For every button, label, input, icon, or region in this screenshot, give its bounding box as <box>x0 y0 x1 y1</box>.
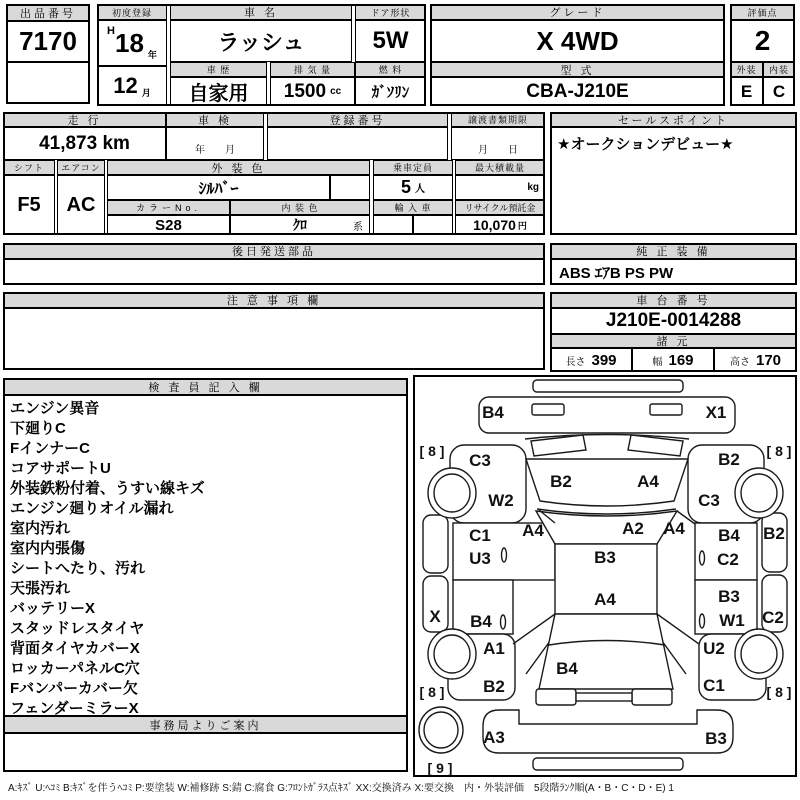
interior-color-header: 内 装 色 <box>230 200 370 215</box>
damage-label: B4 <box>556 659 578 678</box>
damage-label: B3 <box>594 548 616 567</box>
rear-right-door-handle <box>700 614 705 628</box>
oem-equipment-header: 純 正 装 備 <box>550 243 797 259</box>
recycle-deposit-value <box>455 215 545 235</box>
first-registration-header: 初度登録 <box>97 4 167 20</box>
office-info-header: 事務局よりご案内 <box>3 716 408 733</box>
front-left-wheel <box>428 468 476 518</box>
color-no-header: カラーNo. <box>107 200 230 215</box>
damage-label: U3 <box>469 549 491 568</box>
damage-label: B4 <box>718 526 740 545</box>
sales-point-header: セールスポイント <box>550 112 797 127</box>
damage-label: A1 <box>483 639 505 658</box>
sales-point-value: ★オークションデビュー★ <box>550 127 797 235</box>
damage-label: X1 <box>705 403 727 422</box>
spec-width-value: 169 <box>668 351 694 369</box>
inspector-notes-list <box>3 395 408 716</box>
damage-label: U2 <box>703 639 725 658</box>
model-code-value: CBA-J210E <box>430 77 725 106</box>
car-name-value: ラッシュ <box>170 20 352 62</box>
damage-label: B2 <box>550 472 572 491</box>
inspector-notes-header: 検 査 員 記 入 欄 <box>3 378 408 395</box>
damage-label: C1 <box>469 526 491 545</box>
spec-height-cell <box>714 348 797 372</box>
capacity-unit: 人 <box>415 184 425 195</box>
later-parts-value <box>3 259 545 285</box>
right-foglight-shape <box>650 404 682 415</box>
left-foglight-shape <box>532 404 564 415</box>
capacity-header: 乗車定員 <box>373 160 453 175</box>
import-car-header: 輸 入 車 <box>373 200 453 215</box>
exterior-color-header: 外 装 色 <box>107 160 370 175</box>
recycle-deposit-header: リサイクル預託金 <box>455 200 545 215</box>
color-no-value: S28 <box>107 215 230 235</box>
damage-label: C2 <box>717 550 739 569</box>
chassis-number-header: 車 台 番 号 <box>550 292 797 308</box>
max-load-unit: kg <box>527 182 539 193</box>
interior-color-suffix: 系 <box>353 221 363 233</box>
displacement-unit: cc <box>330 86 342 97</box>
lot-number-value: 7170 <box>6 21 90 62</box>
grade-header: グレード <box>430 4 725 20</box>
car-damage-diagram <box>413 375 797 777</box>
car-name-header: 車 名 <box>170 4 352 20</box>
spec-length-label: 長さ <box>565 356 586 368</box>
front-left-door-handle <box>502 548 507 562</box>
capacity-value <box>373 175 453 200</box>
damage-label: B2 <box>718 450 740 469</box>
damage-label: A2 <box>622 519 644 538</box>
damage-label: C1 <box>703 676 725 695</box>
transfer-docs-value: 月 日 <box>451 127 545 160</box>
recycle-amount: 10,070 <box>473 217 516 233</box>
rear-bumper-shape <box>483 710 733 753</box>
car-history-header: 車 歴 <box>170 62 267 77</box>
door-shape-header: ドア形状 <box>355 4 426 20</box>
spec-length-cell <box>550 348 632 372</box>
mileage-header: 走 行 <box>3 112 166 127</box>
office-info-value <box>3 733 408 772</box>
registration-number-value <box>267 127 448 160</box>
damage-label: C3 <box>469 451 491 470</box>
era-mark: H <box>107 25 115 37</box>
interior-grade-header: 内装 <box>763 62 795 77</box>
car-history-value: 自家用 <box>170 77 267 106</box>
damage-label: W1 <box>719 611 745 630</box>
damage-label: A4 <box>522 521 544 540</box>
grade-value: X 4WD <box>430 20 725 62</box>
inspector-note-line: 室内内張傷 <box>10 540 86 557</box>
exterior-grade-header: 外装 <box>730 62 763 77</box>
mileage-value: 41,873 km <box>3 127 166 160</box>
shaken-header: 車 検 <box>166 112 264 127</box>
shaken-value: 年 月 <box>166 127 264 160</box>
inspector-note-line: スタッドレスタイヤ <box>10 620 145 637</box>
right-taillight-shape <box>632 689 672 705</box>
inspector-note-line: 背面タイヤカバーX <box>10 640 140 657</box>
fuel-value: ｶﾞｿﾘﾝ <box>355 77 426 106</box>
displacement-number: 1500 <box>283 80 327 102</box>
fuel-header: 燃 料 <box>355 62 426 77</box>
damage-label: B2 <box>763 524 785 543</box>
transfer-docs-header: 譲渡書類期限 <box>451 112 545 127</box>
damage-label: B3 <box>705 729 727 748</box>
door-shape-value: 5W <box>355 20 426 62</box>
reg-month: 12 <box>113 73 138 98</box>
score-header: 評価点 <box>730 4 795 20</box>
spec-height-value: 170 <box>755 351 782 369</box>
max-load-header: 最大積載量 <box>455 160 545 175</box>
specs-header: 諸 元 <box>550 334 797 348</box>
lot-empty-cell <box>6 62 90 104</box>
aircon-header: エアコン <box>57 160 105 175</box>
inspector-note-line: ロッカーパネルC穴 <box>10 660 140 677</box>
displacement-header: 排 気 量 <box>270 62 355 77</box>
left-taillight-shape <box>536 689 576 705</box>
score-value: 2 <box>730 20 795 62</box>
exterior-color-extra-cell <box>330 175 370 200</box>
tire-depth-label: [ 8 ] <box>766 443 792 459</box>
lot-number-header: 出品番号 <box>6 4 90 21</box>
damage-label: C3 <box>698 491 720 510</box>
damage-label: C2 <box>762 608 784 627</box>
damage-label: A3 <box>483 728 505 747</box>
damage-label: A4 <box>594 590 616 609</box>
damage-label: A4 <box>663 519 685 538</box>
exterior-color-value: ｼﾙﾊﾞｰ <box>107 175 330 200</box>
chassis-number-value: J210E-0014288 <box>550 308 797 334</box>
rear-plate-shape <box>533 758 683 770</box>
shift-value: F5 <box>3 175 55 235</box>
rear-left-door-handle <box>501 615 506 629</box>
registration-number-header: 登録番号 <box>267 112 448 127</box>
recycle-unit: 円 <box>517 220 527 231</box>
taillight-connector-shape <box>576 693 632 701</box>
inspector-note-line: 天張汚れ <box>10 580 71 597</box>
inspector-note-line: エンジン異音 <box>10 400 100 417</box>
left-sill-front-shape <box>423 515 448 573</box>
rear-left-wheel <box>428 629 476 679</box>
damage-label: A4 <box>637 472 659 491</box>
displacement-value <box>270 77 355 106</box>
legend-text: A:ｷｽﾞ U:ﾍｺﾐ B:ｷｽﾞを伴うﾍｺﾐ P:要塗装 W:補修跡 S:錆 C:腐食 G:ﾌﾛﾝﾄｶﾞﾗｽ点ｷｽﾞ XX:交換済み X:要交換 内・外装評価 5段階ﾗﾝｸ順(A・B・C・D・E) 1 <box>8 783 674 794</box>
exterior-grade-value: E <box>730 77 763 106</box>
damage-label: W2 <box>488 491 514 510</box>
capacity-number: 5 <box>400 177 411 197</box>
front-right-door-handle <box>700 551 705 565</box>
front-bumper-shape <box>479 397 735 433</box>
aircon-value: AC <box>57 175 105 235</box>
model-code-header: 型 式 <box>430 62 725 77</box>
tire-depth-label: [ 8 ] <box>766 684 792 700</box>
inspector-note-line: 下廻りC <box>10 420 66 437</box>
reg-month-unit: 月 <box>141 88 151 98</box>
later-parts-header: 後日発送部品 <box>3 243 545 259</box>
damage-label: B4 <box>482 403 504 422</box>
front-plate-shape <box>533 380 683 392</box>
spec-width-label: 幅 <box>652 356 663 368</box>
max-load-value <box>455 175 545 200</box>
tire-depth-label: [ 8 ] <box>419 443 445 459</box>
first-registration-month <box>97 66 167 106</box>
damage-label: B2 <box>483 677 505 696</box>
shift-header: シフト <box>3 160 55 175</box>
inspector-note-line: 室内汚れ <box>10 520 71 537</box>
interior-grade-value: C <box>763 77 795 106</box>
inspector-note-line: エンジン廻りオイル漏れ <box>10 500 174 517</box>
import-car-cell-b <box>413 215 453 235</box>
inspector-note-line: シートへたり、汚れ <box>10 560 146 577</box>
spec-length-value: 399 <box>591 351 617 369</box>
spare-tire-depth-label: [ 9 ] <box>427 760 453 775</box>
oem-equipment-value: ABS ｴｱB PS PW <box>550 259 797 285</box>
inspector-note-line: バッテリーX <box>10 600 96 617</box>
spare-wheel <box>419 707 463 753</box>
reg-year: 18 <box>115 27 144 58</box>
windshield-shape <box>536 511 677 544</box>
spec-height-label: 高さ <box>729 356 750 368</box>
caution-notes-header: 注 意 事 項 欄 <box>3 292 545 308</box>
front-right-wheel <box>735 468 783 518</box>
inspector-note-line: コアサポートU <box>10 460 111 477</box>
spec-width-cell <box>632 348 714 372</box>
interior-color-name: ｸﾛ <box>293 217 307 233</box>
caution-notes-value <box>3 308 545 370</box>
inspector-note-line: フェンダーミラーX <box>10 700 139 716</box>
import-car-cell-a <box>373 215 413 235</box>
damage-label: X <box>429 607 441 626</box>
interior-color-value <box>230 215 370 235</box>
car-diagram-svg <box>415 377 795 775</box>
tire-depth-label: [ 8 ] <box>419 684 445 700</box>
damage-label: B3 <box>718 587 740 606</box>
inspector-note-line: FインナーC <box>10 440 90 457</box>
rear-right-wheel <box>735 629 783 679</box>
first-registration-year <box>97 20 167 66</box>
damage-label: B4 <box>470 612 492 631</box>
inspector-note-line: Fバンパーカバー欠 <box>10 680 138 697</box>
inspector-note-line: 外装鉄粉付着、うすい線キズ <box>10 480 205 497</box>
reg-year-unit: 年 <box>147 50 157 60</box>
